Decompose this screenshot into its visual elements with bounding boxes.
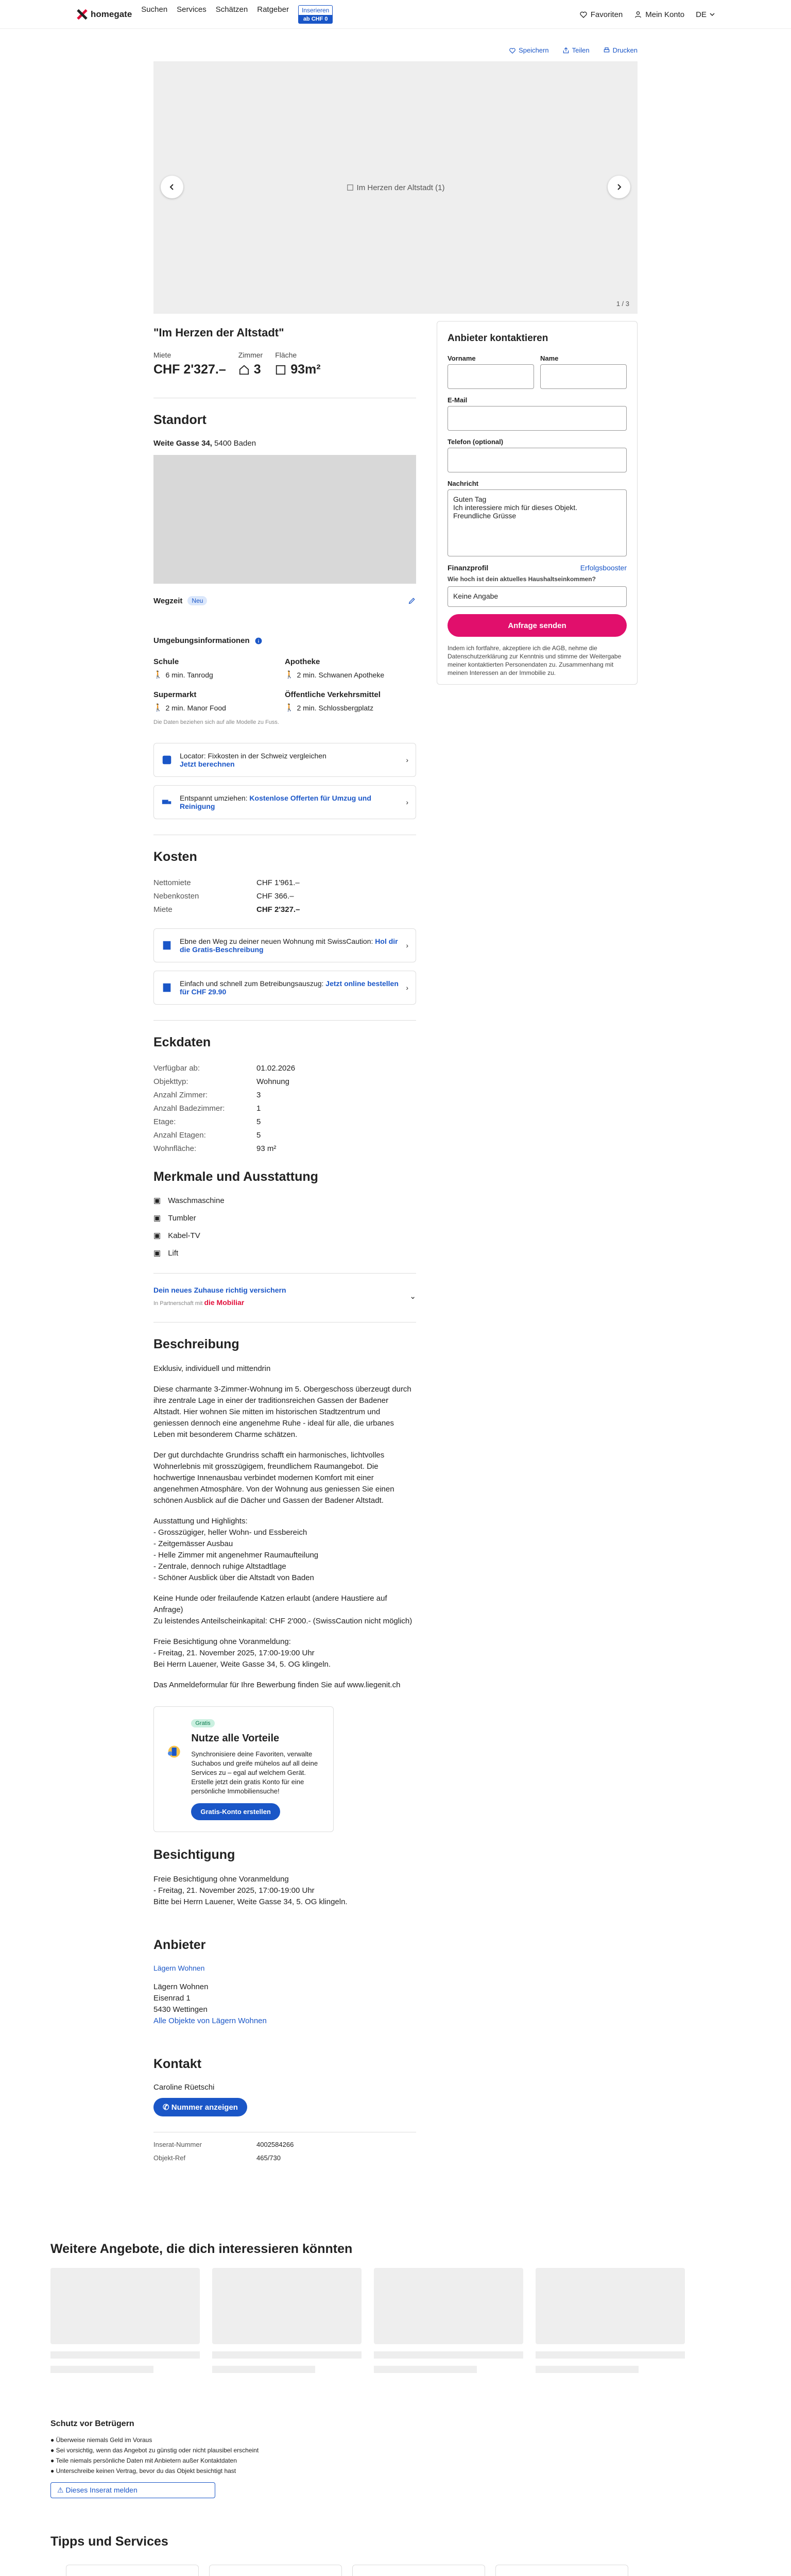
description-heading: Beschreibung <box>153 1337 239 1351</box>
chevron-right-icon: › <box>406 756 408 764</box>
feature-icon: ▣ <box>153 1214 161 1223</box>
message-textarea[interactable]: Guten Tag Ich interessiere mich für dieses Objekt. Freundliche Grüsse <box>448 489 627 556</box>
facts-section <box>153 1020 416 1155</box>
area-value: 93m² <box>290 362 321 377</box>
rooms-value: 3 <box>253 362 261 377</box>
mobiliar-logo: die Mobiliar <box>204 1298 245 1307</box>
gallery-prev-button[interactable] <box>161 176 183 198</box>
promo-illustration <box>165 1718 183 1785</box>
tip-card[interactable] <box>352 2565 485 2576</box>
new-badge: Neu <box>187 596 207 605</box>
offer-card-skeleton[interactable] <box>536 2268 685 2373</box>
fraud-tip: ● Teile niemals persönliche Daten mit Anbietern außer Kontaktdaten <box>50 2457 237 2464</box>
betreibung-card[interactable]: Einfach und schnell zum Betreibungsauszug: Jetzt online bestellen für CHF 29.90 › <box>153 971 416 1005</box>
save-button[interactable]: Speichern <box>509 46 549 54</box>
print-button[interactable]: Drucken <box>603 46 638 54</box>
area-icon <box>275 364 286 376</box>
locator-card[interactable]: Locator: Fixkosten in der Schweiz vergleichen Jetzt berechnen › <box>153 743 416 777</box>
fact-row: Anzahl Zimmer: 3 <box>153 1090 261 1099</box>
warning-icon: ● <box>50 2436 56 2444</box>
environment-grid: Schule 🚶 6 min. Tanrodg Apotheke 🚶 2 min. Schwanen Apotheke Supermarkt 🚶 2 min. Manor Food Öffentliche Verkehrsmittel 🚶 2 min. Schlossbergplatz <box>153 657 385 712</box>
cost-row: Miete CHF 2'327.– <box>153 905 300 914</box>
tip-card[interactable] <box>209 2565 342 2576</box>
description-section: Beschreibung Exklusiv, individuell und mittendrin Diese charmante 3-Zimmer-Wohnung im 5. Obergeschoss überzeugt durch ihre zentrale Lage in einer der traditionsreichen Gassen der Badener Altstadt. Hier wohnen Sie mitten im historischen Stadtzentrum und geniessen dennoch eine angenehme Ruhe - ideal für alle, die urbanes Leben mit besonderem Charme schätzen. Der gut durchdachte Grundriss schafft ein harmonisches, lichtvolles Wohnerlebnis mit grosszügigem, freundlichem Raumangebot. Die hochwertige Innenausbau verbindet modernen Komfort mit einer angenehmen Atmosphäre. Von der Wohnung aus geniessen Sie einen schönen Ausblick auf die Dächer und Gassen der Badener Altstadt. Ausstattung und Highlights: - Grosszügiger, heller Wohn- und Essbereich - Zeitgemässer Ausbau - Helle Zimmer mit angenehmer Raumaufteilung - Zentrale, dennoch ruhige Altstadtlage - Schöner Ausblick über die Altstadt von Baden Keine Hunde oder freilaufende Katzen erlaubt (andere Haustiere auf Anfrage) Zu leistendes Anteilscheinkapital: CHF 2'000.- (SwissCaution nicht möglich) Freie Besichtigung ohne Voranmeldung: - Freitag, 21. November 2025, 17:00-19:00 Uhr Bei Herrn Lauener, Weite Gasse 34, 5. OG klingeln. Das Anmeldeformular für Ihre Bewerbung finden Sie auf www.liegenit.ch <box>153 1322 416 1691</box>
fraud-tip: ● Überweise niemals Geld im Voraus <box>50 2436 152 2444</box>
nav-schaetzen[interactable]: Schätzen <box>215 5 248 14</box>
rent-value: CHF 2'327.– <box>153 362 226 377</box>
visit-section: Besichtigung Freie Besichtigung ohne Voranmeldung - Freitag, 21. November 2025, 17:00-19:00 Uhr Bitte bei Herrn Lauener, Weite Gasse 34, 5. OG klingeln. <box>153 1848 348 1906</box>
user-icon <box>634 10 642 19</box>
nav-services[interactable]: Services <box>177 5 207 14</box>
facts-heading: Eckdaten <box>153 1035 211 1049</box>
share-button[interactable]: Teilen <box>562 46 590 54</box>
info-icon[interactable] <box>255 637 262 645</box>
feature-icon: ▣ <box>153 1231 161 1240</box>
account-promo: Gratis Nutze alle Vorteile Synchronisiere deine Favoriten, verwalte Suchabos und greife mühelos auf all deine Services zu – egal auf welchem Gerät. Erstelle jetzt dein gratis Konto für eine persönliche Immobiliensuche! Gratis-Konto erstellen <box>153 1706 334 1832</box>
chevron-right-icon <box>615 183 623 191</box>
fraud-tip: ● Sei vorsichtig, wenn das Angebot zu günstig oder nicht plausibel erscheint <box>50 2447 259 2454</box>
feature-item: ▣ Tumbler <box>153 1213 196 1223</box>
feature-icon: ▣ <box>153 1249 161 1258</box>
costs-section <box>153 835 416 1005</box>
finance-link[interactable]: Erfolgsbooster <box>580 564 627 572</box>
doc-icon <box>161 982 173 993</box>
cost-row: Nebenkosten CHF 366.– <box>153 891 294 901</box>
send-inquiry-button[interactable]: Anfrage senden <box>448 614 627 637</box>
main-nav <box>141 5 335 24</box>
tip-card[interactable] <box>66 2565 199 2576</box>
phone-input[interactable] <box>448 448 627 472</box>
form-heading: Anbieter kontaktieren <box>448 333 548 344</box>
contact-section: Kontakt Caroline Rüetschi ✆ Nummer anzeigen Inserat-Nummer 4002584266 Objekt-Ref 465/730 <box>153 2042 416 2164</box>
provider-logo[interactable]: Lägern Wohnen <box>153 1964 205 1972</box>
contact-form: Anbieter kontaktieren Vorname Name E-Mail Telefon (optional) Nachricht Guten Tag Ich interessiere mich für dieses Objekt. Freundliche Grüsse Finanzprofil Erfolgsbooster Wie hoch ist dein aktuelles Haushaltseinkommen? Keine Angabe Anfrage senden Indem ich fortfahre, akzeptiere ich die AGB, nehme die Datenschutzerklärung zur Kenntnis und stimme der Weitergabe meiner kontaktierten Personendaten zu. Zusammenhang mit meinen Interessen an der Immobilie zu. <box>437 321 638 685</box>
promo-title: Nutze alle Vorteile <box>191 1733 280 1744</box>
gallery-next-button[interactable] <box>608 176 630 198</box>
favorites-link[interactable]: Favoriten <box>579 10 623 19</box>
tips-heading: Tipps und Services <box>50 2534 168 2549</box>
listing-actions <box>153 29 638 61</box>
gallery-image: Im Herzen der Altstadt (1) <box>347 183 445 192</box>
location-heading: Standort <box>153 413 207 427</box>
walk-icon: 🚶 <box>153 670 163 679</box>
site-header <box>0 0 791 29</box>
walk-icon: 🚶 <box>285 703 294 711</box>
chevron-right-icon: › <box>406 941 408 950</box>
homegate-logo[interactable]: homegate <box>76 9 132 20</box>
print-icon <box>603 47 610 54</box>
feature-icon: ▣ <box>153 1196 161 1205</box>
create-account-button[interactable]: Gratis-Konto erstellen <box>191 1803 280 1820</box>
heart-icon <box>509 47 516 54</box>
warning-icon: ● <box>50 2467 56 2475</box>
listing-title: "Im Herzen der Altstadt" <box>153 326 284 339</box>
environment-heading: Umgebungsinformationen <box>153 636 416 645</box>
fact-row: Verfügbar ab: 01.02.2026 <box>153 1063 296 1073</box>
rooms-label: Zimmer <box>238 351 263 359</box>
features-section <box>153 1155 416 1307</box>
chevron-right-icon: › <box>406 984 408 992</box>
inserieren-button[interactable]: Inserieren ab CHF 0 <box>298 5 333 24</box>
email-input[interactable] <box>448 406 627 431</box>
chevron-down-icon <box>710 12 715 17</box>
nav-suchen[interactable]: Suchen <box>141 5 168 14</box>
truck-icon <box>161 796 173 808</box>
fact-row: Objekttyp: Wohnung <box>153 1077 289 1086</box>
account-link[interactable]: Mein Konto <box>634 10 684 19</box>
doc-icon <box>161 940 173 951</box>
offer-card-skeleton[interactable] <box>50 2268 200 2373</box>
area-label: Fläche <box>275 351 297 359</box>
insurance-banner[interactable]: Dein neues Zuhause richtig versichern In Partnerschaft mit die Mobiliar ⌄ <box>153 1273 416 1307</box>
environment-note: Die Daten beziehen sich auf alle Modelle zu Fuss. <box>153 719 279 725</box>
locator-icon <box>161 754 173 766</box>
show-number-button[interactable]: ✆ Nummer anzeigen <box>153 2098 247 2116</box>
fact-row: Etage: 5 <box>153 1117 261 1126</box>
feature-item: ▣ Lift <box>153 1248 179 1258</box>
warning-icon: ● <box>50 2457 56 2464</box>
offer-card-skeleton[interactable] <box>374 2268 523 2373</box>
inserieren-badge: ab CHF 0 <box>299 15 332 23</box>
walk-icon: 🚶 <box>285 670 294 679</box>
nav-ratgeber[interactable]: Ratgeber <box>257 5 289 14</box>
fraud-section: Schutz vor Betrügern ● Überweise niemals Geld im Voraus ● Sei vorsichtig, wenn das Angebot zu günstig oder nicht plausibel erscheint ● Teile niemals persönliche Daten mit Anbietern außer Kontaktdaten ● Unterschreibe keinen Vertrag, bevor du das Objekt besichtigt hast ⚠ Dieses Inserat melden <box>50 2419 308 2498</box>
fact-row: Wohnfläche: 93 m² <box>153 1144 277 1153</box>
broken-image-icon <box>347 184 354 191</box>
more-offers: Weitere Angebote, die dich interessieren könnten Schutz vor Betrügern ● Überweise niemals Geld im Voraus ● Sei vorsichtig, wenn das Angebot zu günstig oder nicht plausibel erscheint ● Teile niemals persönliche Daten mit Anbietern außer Kontaktdaten ● Unterschreibe keinen Vertrag, bevor du das Objekt besichtigt hast ⚠ Dieses Inserat melden Tipps und Services <box>50 2242 741 2576</box>
chevron-right-icon: › <box>406 798 408 806</box>
fact-row: Anzahl Etagen: 5 <box>153 1130 261 1140</box>
travel-time[interactable]: Wegzeit Neu <box>153 596 416 605</box>
edit-icon[interactable] <box>408 597 416 605</box>
location-city: 5400 Baden <box>214 439 256 448</box>
heart-icon <box>579 10 588 19</box>
swisscaution-card[interactable]: Ebne den Weg zu deiner neuen Wohnung mit SwissCaution: Hol dir die Gratis-Beschreibung › <box>153 928 416 962</box>
provider-section: Anbieter Lägern Wohnen Lägern Wohnen Eisenrad 1 5430 Wettingen Alle Objekte von Lägern Wohnen <box>153 1923 416 2027</box>
language-select[interactable]: DE <box>696 10 715 19</box>
warning-icon: ● <box>50 2447 56 2454</box>
feature-item: ▣ Waschmaschine <box>153 1196 225 1205</box>
report-listing-button[interactable]: ⚠ Dieses Inserat melden <box>50 2482 215 2498</box>
location-map[interactable] <box>153 455 416 584</box>
house-icon <box>238 364 250 376</box>
key-facts <box>153 351 416 377</box>
chevron-down-icon: ⌄ <box>409 1292 416 1301</box>
costs-heading: Kosten <box>153 850 197 864</box>
chevron-left-icon <box>168 183 176 191</box>
image-gallery[interactable] <box>153 61 638 314</box>
cost-row: Nettomiete CHF 1'961.– <box>153 878 300 887</box>
legal-notice: Indem ich fortfahre, akzeptiere ich die AGB, nehme die Datenschutzerklärung zur Kenntnis und stimme der Weitergabe meiner kontaktierten Personendaten zu. Zusammenhang mit meinen Interessen an der Immobilie zu. <box>448 645 622 676</box>
offer-card-skeleton[interactable] <box>212 2268 362 2373</box>
fact-row: Anzahl Badezimmer: 1 <box>153 1104 261 1113</box>
income-select[interactable]: Keine Angabe <box>448 586 627 607</box>
fraud-tip: ● Unterschreibe keinen Vertrag, bevor du das Objekt besichtigt hast <box>50 2467 236 2475</box>
gratis-badge: Gratis <box>191 1719 214 1727</box>
provider-all-link[interactable]: Alle Objekte von Lägern Wohnen <box>153 2016 267 2025</box>
location-section <box>153 398 416 819</box>
rent-label: Miete <box>153 351 171 359</box>
gallery-counter: 1 / 3 <box>616 300 629 308</box>
move-card[interactable]: Entspannt umziehen: Kostenlose Offerten für Umzug und Reinigung › <box>153 785 416 819</box>
contact-person: Caroline Rüetschi <box>153 2083 215 2092</box>
feature-item: ▣ Kabel-TV <box>153 1231 200 1240</box>
location-street: Weite Gasse 34, <box>153 439 212 448</box>
share-icon <box>562 47 570 54</box>
logo-x-icon <box>76 9 88 20</box>
firstname-input[interactable] <box>448 364 534 389</box>
walk-icon: 🚶 <box>153 703 163 711</box>
features-heading: Merkmale und Ausstattung <box>153 1170 318 1184</box>
lastname-input[interactable] <box>540 364 627 389</box>
tip-card[interactable] <box>495 2565 628 2576</box>
